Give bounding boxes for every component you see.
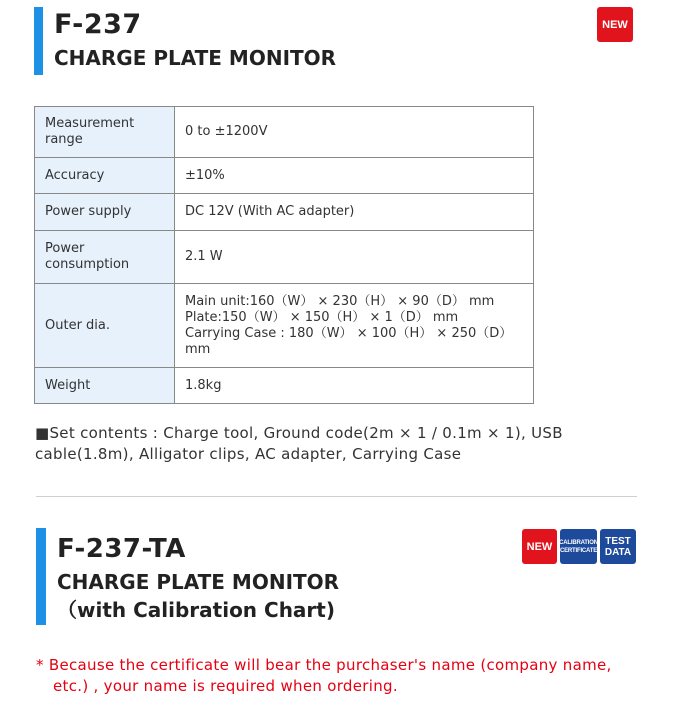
accent-bar — [36, 528, 46, 625]
table-row — [35, 158, 534, 194]
table-row — [35, 231, 534, 284]
calibration-certificate-badge: CALIBRATION CERTIFICATE — [560, 529, 597, 564]
outer-dia-line: Plate:150（W） × 150（H） × 1（D） mm — [185, 309, 459, 325]
spec-value — [175, 284, 534, 368]
product-code: F-237-TA — [57, 534, 186, 564]
accent-bar — [34, 7, 43, 75]
outer-dia-line: Carrying Case : 180（W） × 100（H） × 250（D） mm — [185, 325, 513, 357]
spec-label: Accuracy — [35, 158, 175, 194]
product-subtitle: （with Calibration Chart) — [57, 598, 335, 622]
product-name — [57, 568, 339, 624]
product-code: F-237 — [54, 9, 142, 40]
product-header-f237 — [34, 7, 654, 75]
new-badge: NEW — [597, 7, 633, 42]
spec-label: Outer dia. — [35, 284, 175, 368]
spec-label: Weight — [35, 368, 175, 404]
spec-value: ±10% — [175, 158, 534, 194]
spec-label: Power consumption — [35, 231, 175, 284]
table-row — [35, 194, 534, 231]
spec-value: 1.8kg — [175, 368, 534, 404]
table-row — [35, 107, 534, 158]
table-row — [35, 284, 534, 368]
product-name: CHARGE PLATE MONITOR — [54, 46, 337, 70]
spec-label: Power supply — [35, 194, 175, 231]
table-row — [35, 368, 534, 404]
test-data-badge: TEST DATA — [600, 529, 636, 564]
section-divider — [36, 496, 637, 497]
spec-value: 0 to ±1200V — [175, 107, 534, 158]
new-badge: NEW — [522, 529, 557, 564]
outer-dia-line: Main unit:160（W） × 230（H） × 90（D） mm — [185, 293, 495, 309]
spec-value: DC 12V (With AC adapter) — [175, 194, 534, 231]
spec-value: 2.1 W — [175, 231, 534, 284]
spec-table — [34, 106, 534, 404]
product-name-line: CHARGE PLATE MONITOR — [57, 570, 340, 594]
ordering-notice: * Because the certificate will bear the purchaser's name (company name, etc.) , your name is required when ordering. — [36, 656, 612, 695]
set-contents-text: ■Set contents : Charge tool, Ground code(2m × 1 / 0.1m × 1), USB cable(1.8m), Alligator clips, AC adapter, Carrying Case — [35, 424, 563, 463]
spec-label: Measurement range — [35, 107, 175, 158]
